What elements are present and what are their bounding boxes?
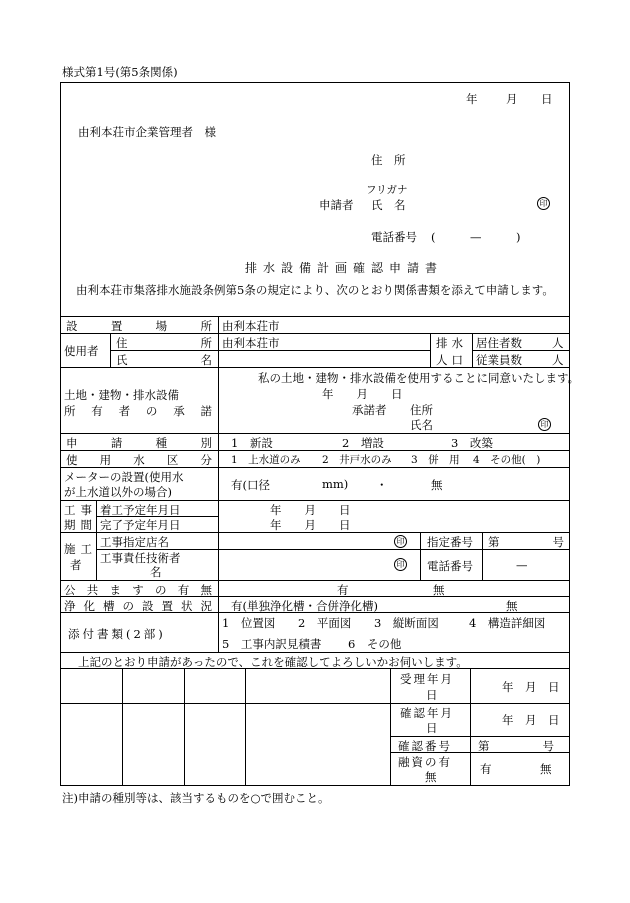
row-line — [60, 652, 570, 653]
start-date-value: 年 月 日 — [270, 503, 351, 517]
application-type-label: 申 請 種 別 — [66, 436, 212, 450]
water-source-option-3: 3 併 用 — [411, 454, 460, 466]
residents-label: 居住者数 — [476, 336, 522, 350]
applicant-phone-format: ( — ) — [431, 230, 521, 244]
intro-text: 由利本荘市集落排水施設条例第5条の規定により、次のとおり関係書類を添えて申請します。 — [76, 283, 554, 297]
loan-label-1: 融資の有 — [398, 755, 452, 769]
attachment-item-5: 5 工事内訳見積書 — [222, 637, 322, 651]
population-label-1: 排水 — [436, 336, 467, 350]
septic-no: 無 — [506, 599, 518, 613]
date-day: 日 — [541, 92, 553, 106]
population-label-2: 人口 — [436, 353, 467, 367]
user-name-label: 氏 名 — [116, 353, 212, 367]
row-line — [60, 703, 570, 704]
loan-no: 無 — [540, 762, 552, 776]
footnote: 注)申請の種別等は、該当するものを○で囲むこと。 — [62, 791, 330, 805]
water-source-option-1: 1 上水道のみ — [231, 454, 301, 466]
consent-date: 年 月 日 — [322, 387, 403, 401]
confirmed-date-label-1: 確認年月 — [400, 706, 454, 720]
owner-consent-label-2: 所 有 者 の 承 諾 — [64, 404, 212, 418]
location-value: 由利本荘市 — [222, 319, 280, 333]
meter-option-no: 無 — [431, 478, 443, 492]
water-source-option-4: 4 その他( ) — [473, 454, 541, 466]
residents-unit: 人 — [552, 336, 564, 350]
col-line — [482, 532, 483, 580]
end-date-value: 年 月 日 — [270, 518, 351, 532]
consenter-name-label: 氏名 — [410, 418, 433, 432]
border-right — [569, 82, 570, 786]
consent-statement: 私の土地・建物・排水設備を使用することに同意いたします。 — [258, 371, 580, 385]
schedule-group-label-2: 期 間 — [64, 518, 92, 532]
applicant-phone-label: 電話番号 — [371, 230, 417, 244]
contractor-engineer-label-2: 名 — [150, 565, 162, 579]
row-line — [60, 316, 570, 317]
attachment-item-1: 1 位置図 — [222, 616, 276, 630]
received-date-label-2: 日 — [426, 688, 438, 702]
designation-number-value: 第 号 — [488, 535, 564, 549]
meter-label-2: が上水道以外の場合) — [64, 485, 172, 499]
employees-unit: 人 — [552, 353, 564, 367]
document-title: 排水設備計画確認申請書 — [245, 261, 444, 275]
col-line — [390, 668, 391, 786]
septic-label: 浄 化 槽 の 設 置 状 況 — [64, 599, 212, 613]
meter-label-1: メーターの設置(使用水 — [64, 470, 184, 484]
meter-option-yes: 有(口径 — [231, 478, 270, 492]
contractor-shop-label: 工事指定店名 — [100, 535, 169, 549]
confirm-number-value: 第 号 — [478, 739, 554, 753]
contractor-phone-label: 電話番号 — [427, 559, 473, 573]
attachment-item-4: 4 構造詳細図 — [469, 616, 546, 630]
septic-yes: 有(単独浄化槽・合併浄化槽) — [231, 599, 378, 613]
user-address-value: 由利本荘市 — [222, 336, 280, 350]
attachment-item-6: 6 その他 — [348, 637, 402, 651]
col-line — [472, 333, 473, 367]
contractor-phone-value: — — [516, 558, 528, 572]
row-line — [60, 580, 570, 581]
row-line — [390, 736, 570, 737]
application-type-option-1: 1 新設 — [231, 436, 273, 450]
consenter-label: 承諾者 — [352, 403, 387, 417]
designation-number-label: 指定番号 — [427, 535, 473, 549]
attachment-item-2: 2 平面図 — [298, 616, 352, 630]
addressee: 由利本荘市企業管理者 様 — [78, 125, 216, 139]
applicant-furigana-label: フリガナ — [366, 184, 408, 196]
public-basin-yes: 有 — [337, 583, 349, 597]
application-type-option-2: 2 増設 — [342, 436, 384, 450]
date-month: 月 — [506, 92, 518, 106]
start-date-label: 着工予定年月日 — [100, 503, 181, 517]
border-left — [60, 82, 61, 786]
row-line — [60, 433, 570, 434]
col-line — [430, 333, 431, 367]
col-line — [184, 668, 185, 786]
attachment-item-3: 3 縦断面図 — [374, 616, 439, 630]
applicant-address-label: 住 所 — [371, 153, 406, 167]
loan-yes: 有 — [480, 762, 492, 776]
confirmed-date-value: 年 月 日 — [502, 713, 560, 727]
confirmed-date-label-2: 日 — [426, 721, 438, 735]
end-date-label: 完了予定年月日 — [100, 518, 181, 532]
water-source-label: 使 用 水 区 分 — [66, 453, 212, 467]
received-date-label-1: 受理年月 — [400, 672, 454, 686]
received-date-value: 年 月 日 — [502, 680, 560, 694]
approval-note: 上記のとおり申請があったので、これを確認してよろしいかお伺いします。 — [78, 655, 468, 669]
attachments-label: 添付書類(2部) — [68, 627, 166, 641]
col-line — [218, 316, 219, 652]
loan-label-2: 無 — [425, 770, 437, 784]
col-line — [420, 532, 421, 580]
location-label: 設 置 場 所 — [66, 319, 212, 333]
water-source-option-2: 2 井戸水のみ — [322, 454, 392, 466]
application-type-option-3: 3 改築 — [451, 436, 493, 450]
user-address-label: 住 所 — [116, 336, 212, 350]
date-year: 年 — [466, 92, 478, 106]
public-basin-no: 無 — [433, 583, 445, 597]
public-basin-label: 公 共 ま す の 有 無 — [64, 583, 212, 597]
contractor-group-label-2: 者 — [70, 558, 82, 572]
row-line — [60, 500, 570, 501]
form-number: 様式第1号(第5条関係) — [62, 65, 178, 79]
meter-unit: mm) — [322, 477, 349, 491]
col-line — [245, 668, 246, 786]
owner-consent-label-1: 土地・建物・排水設備 — [64, 388, 179, 402]
contractor-group-label-1: 施 工 — [64, 542, 92, 556]
engineer-seal-icon: 印 — [394, 558, 407, 571]
shop-seal-icon: 印 — [394, 535, 407, 548]
applicant-seal-icon: 印 — [537, 197, 550, 210]
user-label: 使用者 — [64, 344, 99, 358]
contractor-engineer-label-1: 工事責任技術者 — [100, 551, 181, 565]
schedule-group-label-1: 工 事 — [64, 503, 92, 517]
col-line — [470, 668, 471, 786]
applicant-label: 申請者 — [319, 198, 354, 212]
border-bottom — [60, 785, 570, 786]
border-top — [60, 82, 570, 83]
col-line — [122, 668, 123, 786]
col-line — [110, 333, 111, 367]
col-line — [96, 500, 97, 580]
consenter-address-label: 住所 — [410, 403, 433, 417]
applicant-name-label: 氏 名 — [371, 198, 406, 212]
confirm-number-label: 確認番号 — [398, 739, 452, 753]
consenter-seal-icon: 印 — [538, 418, 551, 431]
meter-separator: ・ — [376, 478, 388, 492]
employees-label: 従業員数 — [476, 353, 522, 367]
